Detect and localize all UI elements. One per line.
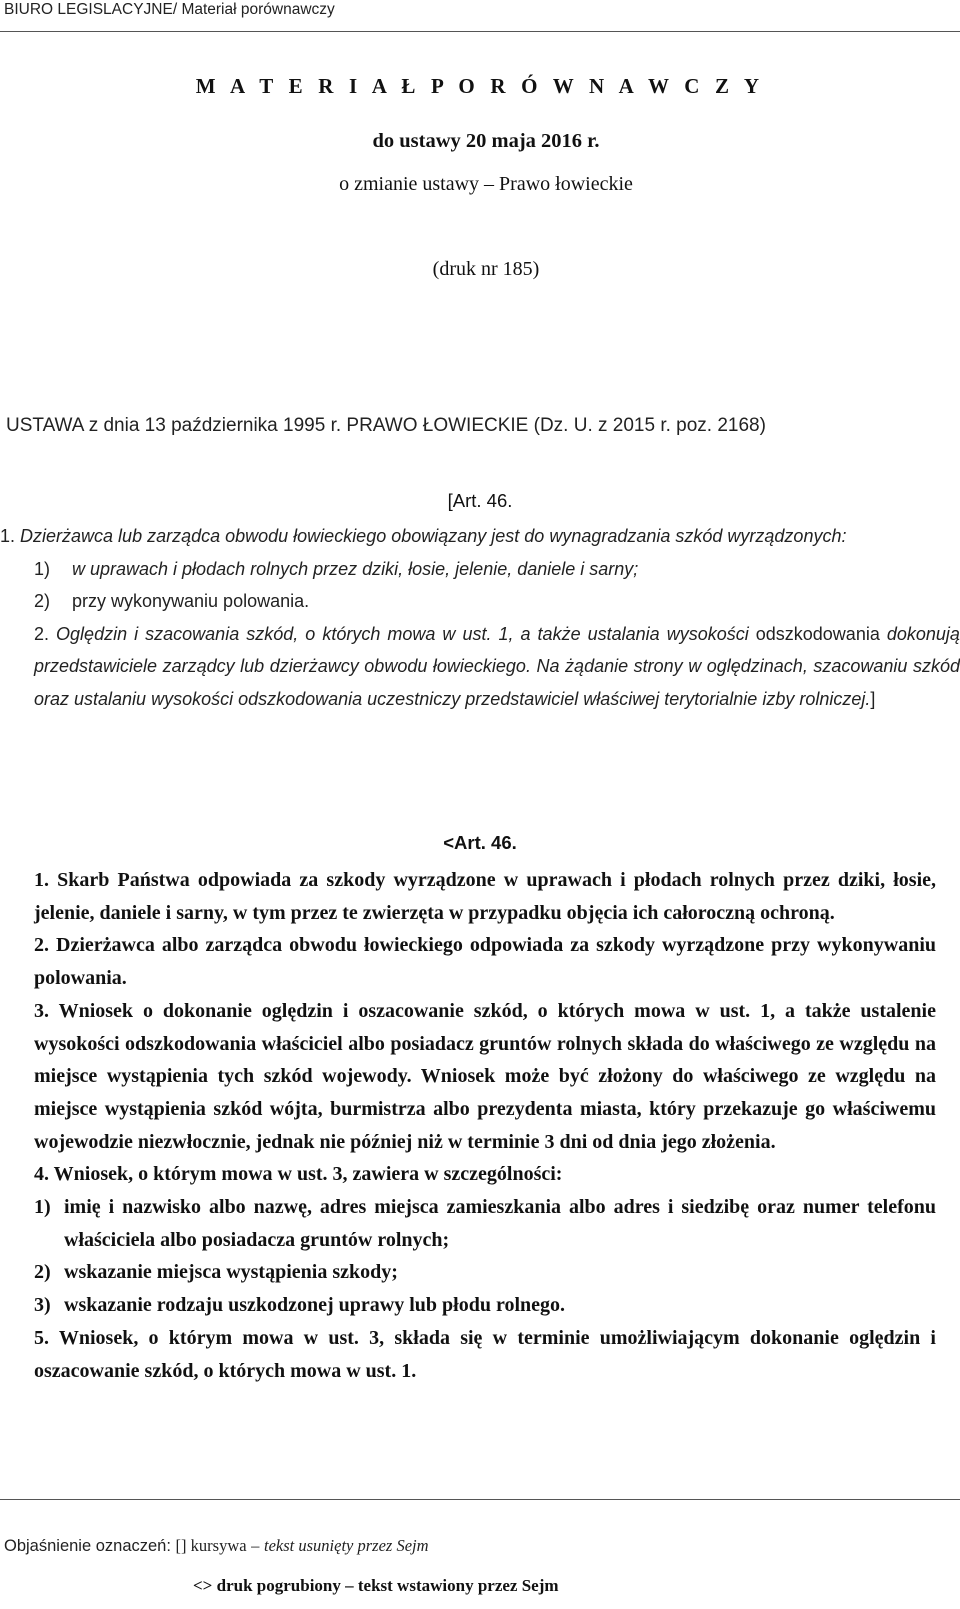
old-paragraph-2-text-d: Na żądanie strony w oględzinach, szacowaniu szkód oraz ustalaniu wysokości odszkodowania uczestniczy przedstawiciel właściwej terytorialnie izby rolniczej. xyxy=(34,656,960,709)
subtitle-act-name: o zmianie ustawy – Prawo łowieckie xyxy=(339,173,633,195)
old-paragraph-2-text-b: odszkodowania xyxy=(755,623,880,644)
new-article-body xyxy=(34,864,936,1387)
old-article-heading: [Art. 46. xyxy=(447,490,513,511)
old-article-body xyxy=(0,520,960,716)
old-paragraph-1-text: Dzierżawca lub zarządca obwodu łowieckiego obowiązany jest do wynagradzania szkód wyrządzonych: xyxy=(20,526,847,546)
header-divider xyxy=(0,31,960,32)
old-paragraph-2-number: 2. xyxy=(34,623,50,644)
new-item-1-text: imię i nazwisko albo nazwę, adres miejsca zamieszkania albo adres i siedzibę oraz numer telefonu właściciela albo posiadacza gruntów rolnych; xyxy=(64,1196,936,1251)
new-article-heading: <Art. 46. xyxy=(443,832,517,853)
old-paragraph-2-text-a: Oględzin i szacowania szkód, o których mowa w ust. 1, a także ustalania wysokości xyxy=(56,623,749,644)
legend-line-2: <> druk pogrubiony – tekst wstawiony przez Sejm xyxy=(193,1576,559,1595)
old-paragraph-2-text-c: dokonują przedstawiciele zarządcy lub dzierżawcy obwodu łowieckiego. xyxy=(34,623,960,677)
old-paragraph-2 xyxy=(34,618,960,716)
legend-brackets: [] kursywa xyxy=(175,1536,247,1555)
legend-deleted-text: tekst usunięty przez Sejm xyxy=(264,1536,429,1555)
subtitle-print-number: (druk nr 185) xyxy=(432,258,540,280)
base-act-reference: USTAWA z dnia 13 października 1995 r. PRAWO ŁOWIECKIE (Dz. U. z 2015 r. poz. 2168) xyxy=(6,415,766,436)
old-item-2-number: 2) xyxy=(34,591,51,612)
old-item-2-text: przy wykonywaniu polowania. xyxy=(72,591,310,612)
footer-divider xyxy=(0,1499,960,1500)
new-paragraph-2: 2. Dzierżawca albo zarządca obwodu łowieckiego odpowiada za szkody wyrządzone przy wykonywaniu polowania. xyxy=(34,934,936,990)
new-paragraph-1: 1. Skarb Państwa odpowiada za szkody wyrządzone w uprawach i płodach rolnych przez dziki, łosie, jelenie, daniele i sarny, w tym przez te zwierzęta w przypadku objęcia ich całoroczną ochroną. xyxy=(34,869,936,924)
legend-line-1 xyxy=(4,1536,429,1556)
new-item-2-number: 2) xyxy=(34,1261,51,1284)
subtitle-act-date: do ustawy 20 maja 2016 r. xyxy=(372,130,600,152)
new-item-2 xyxy=(34,1256,936,1289)
legend-dash: – xyxy=(251,1536,260,1555)
old-item-1 xyxy=(34,553,960,586)
new-item-1 xyxy=(34,1191,936,1256)
legend-label: Objaśnienie oznaczeń: xyxy=(4,1537,171,1555)
new-item-3-text: wskazanie rodzaju uszkodzonej uprawy lub płodu rolnego. xyxy=(64,1294,566,1317)
old-paragraph-1-number: 1. xyxy=(0,526,16,546)
new-item-3-number: 3) xyxy=(34,1294,51,1317)
new-paragraph-3: 3. Wniosek o dokonanie oględzin i oszacowanie szkód, o których mowa w ust. 1, a także ustalenie wysokości odszkodowania właściciel albo posiadacz gruntów rolnych składa do właściwego ze względu na miejsce wystąpienia tych szkód wojewody. Wniosek może być złożony do właściwego ze względu na miejsce wystąpienia szkód wójta, burmistrza albo prezydenta miasta, który przekazuje go właściwemu wojewodzie niezwłocznie, jednak nie później niż w terminie 3 dni od dnia jego złożenia. xyxy=(34,999,936,1153)
new-item-1-number: 1) xyxy=(34,1196,51,1219)
new-item-3 xyxy=(34,1289,936,1322)
new-paragraph-5: 5. Wniosek, o którym mowa w ust. 3, składa się w terminie umożliwiającym dokonanie oględzin i oszacowanie szkód, o których mowa w ust. 1. xyxy=(34,1326,936,1382)
old-item-1-number: 1) xyxy=(34,558,51,579)
old-article-closing-bracket: ] xyxy=(870,688,876,709)
new-paragraph-4: 4. Wniosek, o którym mowa w ust. 3, zawiera w szczególności: xyxy=(34,1163,563,1186)
new-item-2-text: wskazanie miejsca wystąpienia szkody; xyxy=(64,1261,398,1284)
old-item-2 xyxy=(34,585,960,618)
header-label: BIURO LEGISLACYJNE/ Materiał porównawczy xyxy=(4,1,335,18)
document-title: M A T E R I A Ł P O R Ó W N A W C Z Y xyxy=(195,74,765,98)
old-paragraph-1 xyxy=(0,520,960,553)
old-item-1-text: w uprawach i płodach rolnych przez dziki, łosie, jelenie, daniele i sarny; xyxy=(72,558,639,579)
